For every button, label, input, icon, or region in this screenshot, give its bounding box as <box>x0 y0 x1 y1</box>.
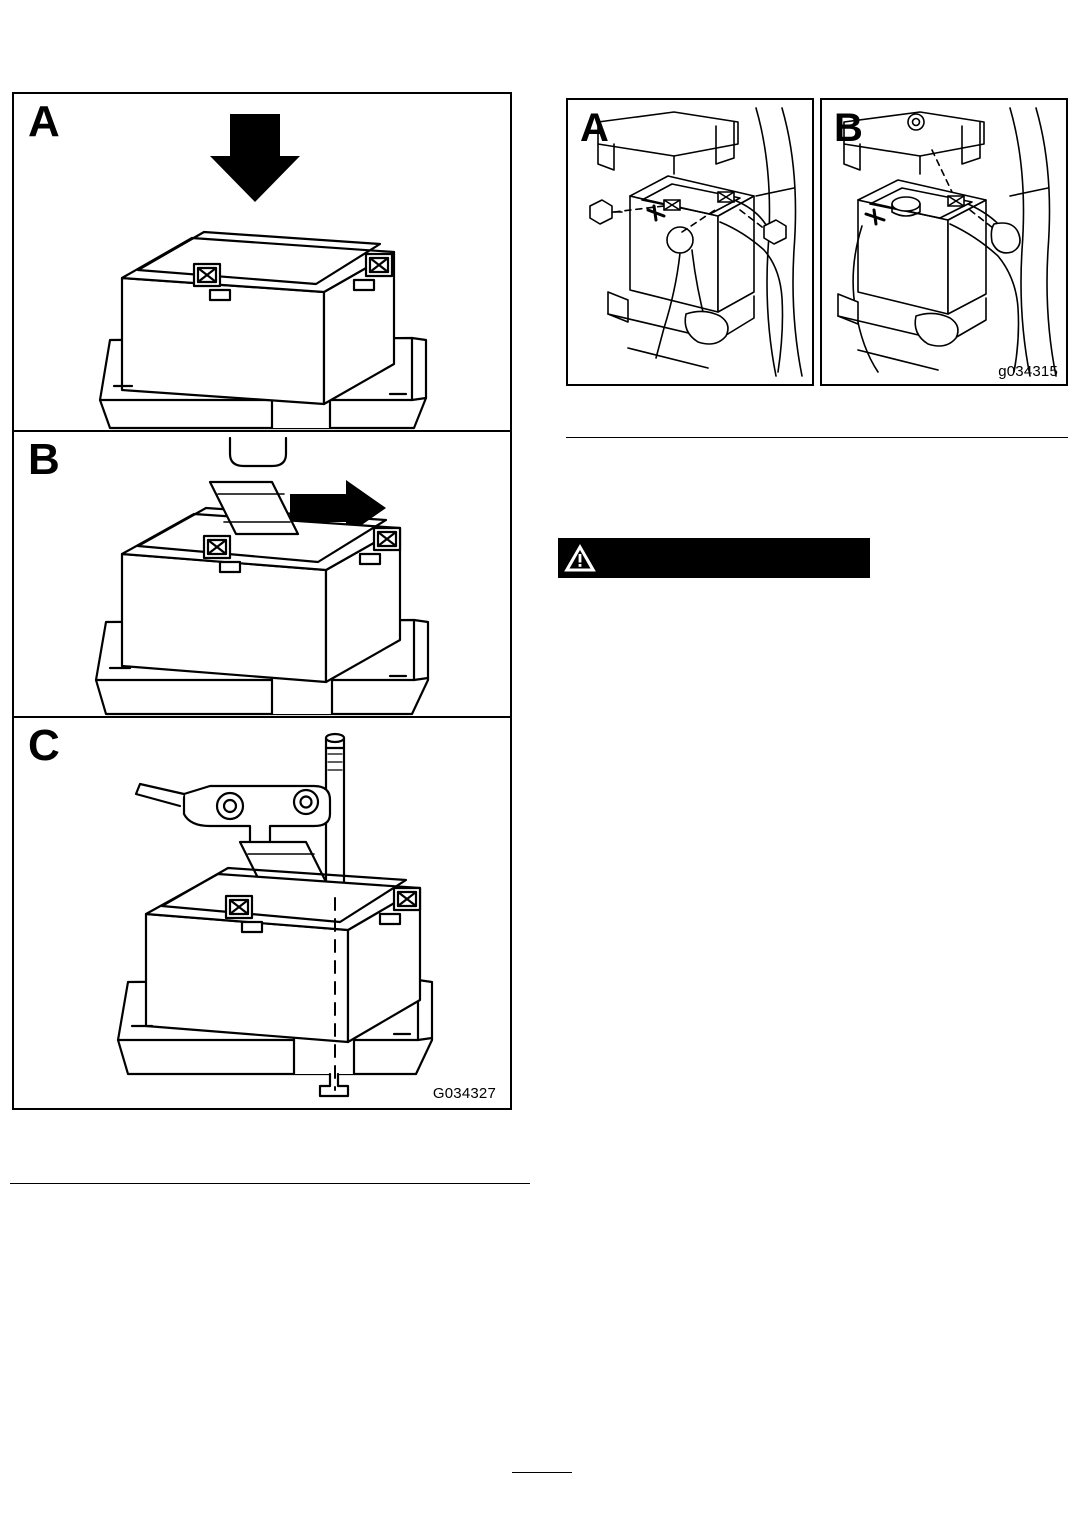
down-arrow-icon <box>210 114 300 202</box>
footer-divider <box>512 1472 572 1473</box>
figure-battery-hold-down <box>12 92 512 1110</box>
panel-letter-b: B <box>28 435 60 484</box>
panel-letter-a: A <box>28 97 60 146</box>
warning-triangle-icon <box>564 542 596 574</box>
figure-panel-a <box>12 92 512 432</box>
battery-install-illustration-b <box>14 432 510 716</box>
section-divider-right <box>566 437 1068 438</box>
figure-id-right: g034315 <box>998 363 1058 380</box>
battery-install-illustration-c <box>14 718 510 1108</box>
figure-panel-b <box>12 430 512 718</box>
panel-letter-right-a: A <box>580 106 609 150</box>
battery-install-illustration-a <box>14 94 510 430</box>
figure-battery-cable-connection <box>566 98 1068 386</box>
panel-letter-right-b: B <box>834 106 863 150</box>
warning-banner <box>558 538 870 578</box>
panel-letter-c: C <box>28 721 60 770</box>
figure-panel-right-b <box>820 98 1068 386</box>
section-divider-left <box>10 1183 530 1184</box>
figure-id-left: G034327 <box>432 1085 496 1102</box>
figure-panel-c <box>12 716 512 1110</box>
figure-panel-right-a <box>566 98 814 386</box>
